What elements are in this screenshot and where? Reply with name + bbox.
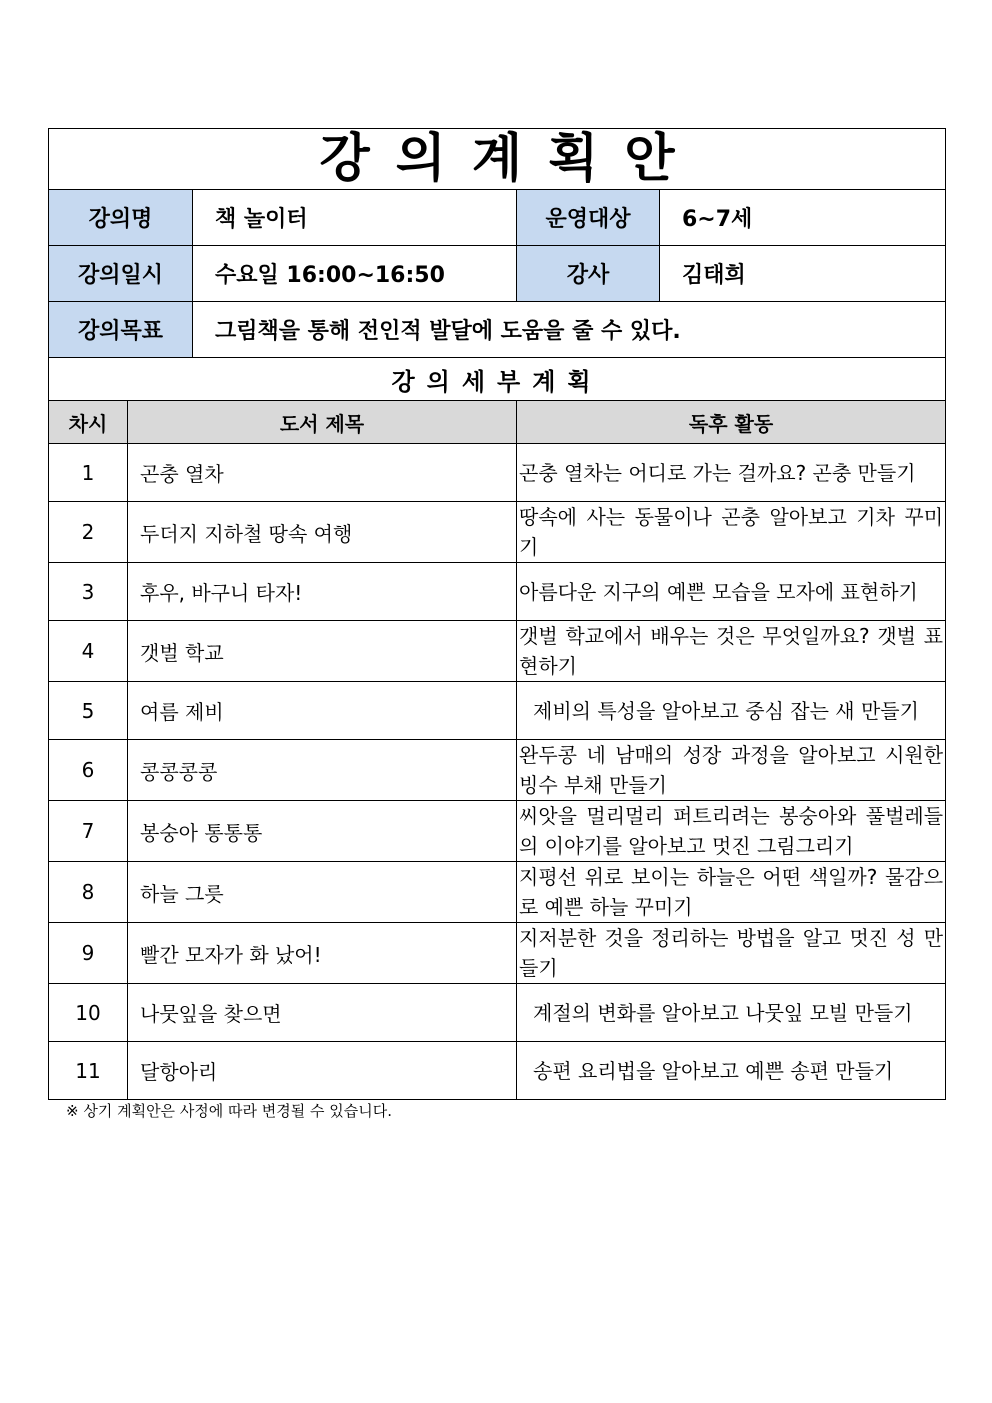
book-title: 콩콩콩콩	[128, 740, 517, 801]
book-title: 봉숭아 통통통	[128, 801, 517, 862]
session-number: 6	[49, 740, 128, 801]
column-header-book: 도서 제목	[128, 401, 517, 444]
course-name-value: 책 놀이터	[193, 190, 517, 246]
lecture-plan-document	[48, 128, 945, 1100]
table-row	[49, 444, 946, 502]
instructor-value: 김태희	[660, 246, 946, 302]
book-title: 나뭇잎을 찾으면	[128, 984, 517, 1042]
book-title: 갯벌 학교	[128, 621, 517, 682]
activity-text: 송편 요리법을 알아보고 예쁜 송편 만들기	[517, 1042, 946, 1100]
goal-value: 그림책을 통해 전인적 발달에 도움을 줄 수 있다.	[193, 302, 946, 358]
lecture-plan-table	[48, 128, 946, 1100]
schedule-label: 강의일시	[49, 246, 193, 302]
plan-rows	[49, 444, 946, 1100]
schedule-value: 수요일 16:00~16:50	[193, 246, 517, 302]
goal-label: 강의목표	[49, 302, 193, 358]
table-row	[49, 740, 946, 801]
footnote: ※ 상기 계획안은 사정에 따라 변경될 수 있습니다.	[66, 1102, 393, 1120]
session-number: 3	[49, 563, 128, 621]
activity-text: 땅속에 사는 동물이나 곤충 알아보고 기차 꾸미기	[517, 502, 946, 563]
activity-text: 곤충 열차는 어디로 가는 걸까요? 곤충 만들기	[517, 444, 946, 502]
target-label: 운영대상	[517, 190, 660, 246]
session-number: 10	[49, 984, 128, 1042]
book-title: 두더지 지하철 땅속 여행	[128, 502, 517, 563]
table-row	[49, 801, 946, 862]
table-row	[49, 621, 946, 682]
book-title: 빨간 모자가 화 났어!	[128, 923, 517, 984]
detail-plan-title: 강의세부계획	[49, 358, 946, 401]
activity-text: 갯벌 학교에서 배우는 것은 무엇일까요? 갯벌 표현하기	[517, 621, 946, 682]
table-row	[49, 682, 946, 740]
book-title: 곤충 열차	[128, 444, 517, 502]
activity-text: 제비의 특성을 알아보고 중심 잡는 새 만들기	[517, 682, 946, 740]
column-header-activity: 독후 활동	[517, 401, 946, 444]
session-number: 11	[49, 1042, 128, 1100]
session-number: 4	[49, 621, 128, 682]
table-row	[49, 923, 946, 984]
table-row	[49, 984, 946, 1042]
session-number: 7	[49, 801, 128, 862]
activity-text: 씨앗을 멀리멀리 퍼트리려는 봉숭아와 풀벌레들의 이야기를 알아보고 멋진 그림그리기	[517, 801, 946, 862]
session-number: 1	[49, 444, 128, 502]
course-name-label: 강의명	[49, 190, 193, 246]
book-title: 여름 제비	[128, 682, 517, 740]
session-number: 8	[49, 862, 128, 923]
table-row	[49, 862, 946, 923]
session-number: 5	[49, 682, 128, 740]
book-title: 달항아리	[128, 1042, 517, 1100]
activity-text: 계절의 변화를 알아보고 나뭇잎 모빌 만들기	[517, 984, 946, 1042]
activity-text: 아름다운 지구의 예쁜 모습을 모자에 표현하기	[517, 563, 946, 621]
activity-text: 지평선 위로 보이는 하늘은 어떤 색일까? 물감으로 예쁜 하늘 꾸미기	[517, 862, 946, 923]
page-title: 강의계획안	[49, 129, 946, 190]
activity-text: 지저분한 것을 정리하는 방법을 알고 멋진 성 만들기	[517, 923, 946, 984]
book-title: 하늘 그릇	[128, 862, 517, 923]
book-title: 후우, 바구니 타자!	[128, 563, 517, 621]
column-header-session: 차시	[49, 401, 128, 444]
table-row	[49, 563, 946, 621]
session-number: 9	[49, 923, 128, 984]
target-value: 6~7세	[660, 190, 946, 246]
activity-text: 완두콩 네 남매의 성장 과정을 알아보고 시원한 빙수 부채 만들기	[517, 740, 946, 801]
table-row	[49, 502, 946, 563]
table-row	[49, 1042, 946, 1100]
instructor-label: 강사	[517, 246, 660, 302]
session-number: 2	[49, 502, 128, 563]
